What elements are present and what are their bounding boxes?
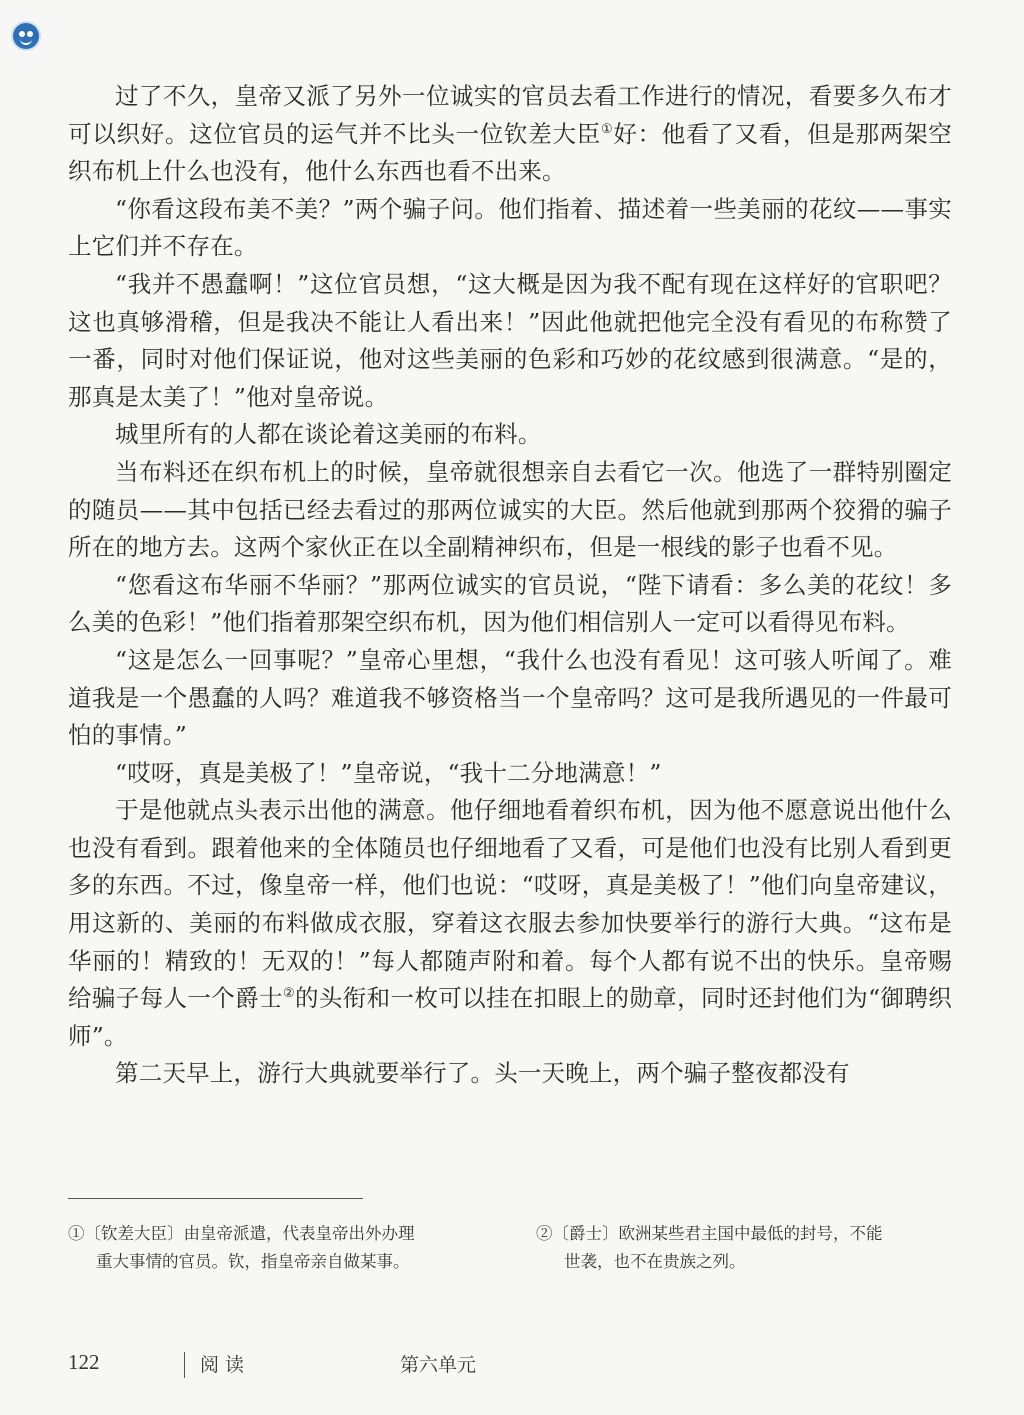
footnote-divider <box>68 1198 363 1199</box>
footnote-term: 〔钦差大臣〕 <box>84 1224 184 1243</box>
footnote-2: ②〔爵士〕欧洲某些君主国中最低的封号，不能 世袭，也不在贵族之列。 <box>536 1224 883 1271</box>
paragraph: “我并不愚蠢啊！”这位官员想，“这大概是因为我不配有现在这样好的官职吧？这也真够滑稽，但是我决不能让人看出来！”因此他就把他完全没有看见的布称赞了一番，同时对他们保证说，他对这些美丽的色彩和巧妙的花纹感到很满意。“是的，那真是太美了！”他对皇帝说。 <box>68 269 952 411</box>
footnote-ref[interactable]: ① <box>600 121 614 137</box>
paragraph: 当布料还在织布机上的时候，皇帝就很想亲自去看它一次。他选了一群特别圈定的随员——其中包括已经去看过的那两位诚实的大臣。然后他就到那两个狡猾的骗子所在的地方去。这两个家伙正在以全副精神织布，但是一根线的影子也看不见。 <box>68 457 952 562</box>
unit-label: 第六单元 <box>400 1354 477 1376</box>
paragraph: “这是怎么一回事呢？”皇帝心里想，“我什么也没有看见！这可骇人听闻了。难道我是一个愚蠢的人吗？难道我不够资格当一个皇帝吗？这可是我所遇见的一件最可怕的事情。” <box>68 645 952 750</box>
paragraph: “哎呀，真是美极了！”皇帝说，“我十二分地满意！” <box>115 758 662 787</box>
paragraph: 城里所有的人都在谈论着这美丽的布料。 <box>115 420 542 449</box>
section-label: 阅读 <box>200 1354 251 1376</box>
paragraph: 于是他就点头表示出他的满意。他仔细地看着织布机，因为他不愿意说出他什么也没有看到。跟着他来的全体随员也仔细地看了又看，可是他们也没有比别人看到更多的东西。不过，像皇帝一样，他们也说：“哎呀，真是美极了！”他们向皇帝建议，用这新的、美丽的布料做成衣服，穿着这衣服去参加快要举行的游行大典。“这布是华丽的！精致的！无双的！”每人都随声附和着。每个人都有说不出的快乐。皇帝赐给骗子每人一个爵士②的头衔和一枚可以挂在扣眼上的勋章，同时还封他们为“御聘织师”。 <box>68 796 952 1050</box>
page-footer <box>68 1350 964 1380</box>
paragraph: 第二天早上，游行大典就要举行了。头一天晚上，两个骗子整夜都没有 <box>115 1059 850 1088</box>
footer-divider <box>184 1352 185 1378</box>
main-text <box>68 78 952 1093</box>
footnote-ref[interactable]: ② <box>282 986 295 1002</box>
paragraph: 过了不久，皇帝又派了另外一位诚实的官员去看工作进行的情况，看要多久布才可以织好。这位官员的运气并不比头一位钦差大臣①好：他看了又看，但是那两架空织布机上什么也没有，他什么东西也看不出来。 <box>68 82 952 186</box>
paragraph: “您看这布华丽不华丽？”那两位诚实的官员说，“陛下请看：多么美的花纹！多么美的色彩！”他们指着那架空织布机，因为他们相信别人一定可以看得见布料。 <box>68 570 952 637</box>
paragraph: “你看这段布美不美？”两个骗子问。他们指着、描述着一些美丽的花纹——事实上它们并不存在。 <box>68 194 952 261</box>
footnote-1: ①〔钦差大臣〕由皇帝派遣，代表皇帝出外办理 重大事情的官员。钦，指皇帝亲自做某事。 <box>68 1224 415 1271</box>
footnote-mark: ② <box>536 1224 553 1243</box>
footnote-mark: ① <box>68 1224 85 1243</box>
smiley-logo-icon <box>13 23 39 49</box>
page-number: 122 <box>68 1350 100 1374</box>
footnote-term: 〔爵士〕 <box>552 1224 619 1243</box>
